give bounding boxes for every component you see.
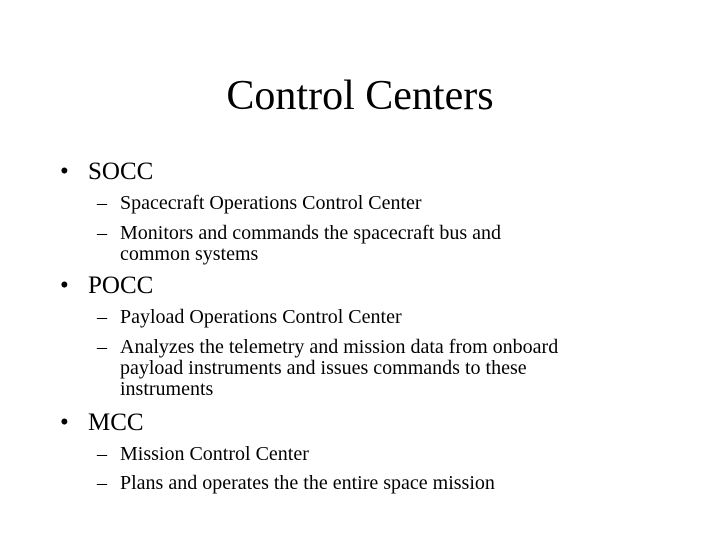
bullet-socc <box>60 157 153 187</box>
dash-icon: – <box>97 443 107 465</box>
bullet-mcc <box>60 408 144 438</box>
sub-item <box>97 473 495 494</box>
bullet-pocc <box>60 271 153 301</box>
sub-item-line: common systems <box>120 243 259 265</box>
sub-item <box>97 337 558 400</box>
bullet-icon: • <box>60 158 69 185</box>
dash-icon: – <box>97 306 107 328</box>
sub-item <box>97 444 309 465</box>
sub-item-line: Spacecraft Operations Control Center <box>120 192 422 214</box>
dash-icon: – <box>97 336 107 358</box>
sub-item-line: Plans and operates the the entire space mission <box>120 472 495 494</box>
bullet-icon: • <box>60 409 69 436</box>
dash-icon: – <box>97 472 107 494</box>
sub-item <box>97 307 402 328</box>
sub-item-line: Analyzes the telemetry and mission data from onboard <box>120 336 559 358</box>
bullet-heading: SOCC <box>88 158 154 185</box>
sub-item <box>97 223 501 265</box>
sub-item-line: Mission Control Center <box>120 443 309 465</box>
bullet-heading: POCC <box>88 272 154 299</box>
bullet-icon: • <box>60 272 69 299</box>
dash-icon: – <box>97 192 107 214</box>
sub-item-line: payload instruments and issues commands to these <box>120 357 527 379</box>
slide-title: Control Centers <box>226 73 494 119</box>
sub-item <box>97 193 422 214</box>
sub-item-line: Monitors and commands the spacecraft bus and <box>120 222 502 244</box>
bullet-heading: MCC <box>88 409 144 436</box>
dash-icon: – <box>97 222 107 244</box>
sub-item-line: Payload Operations Control Center <box>120 306 402 328</box>
sub-item-line: instruments <box>120 378 214 400</box>
